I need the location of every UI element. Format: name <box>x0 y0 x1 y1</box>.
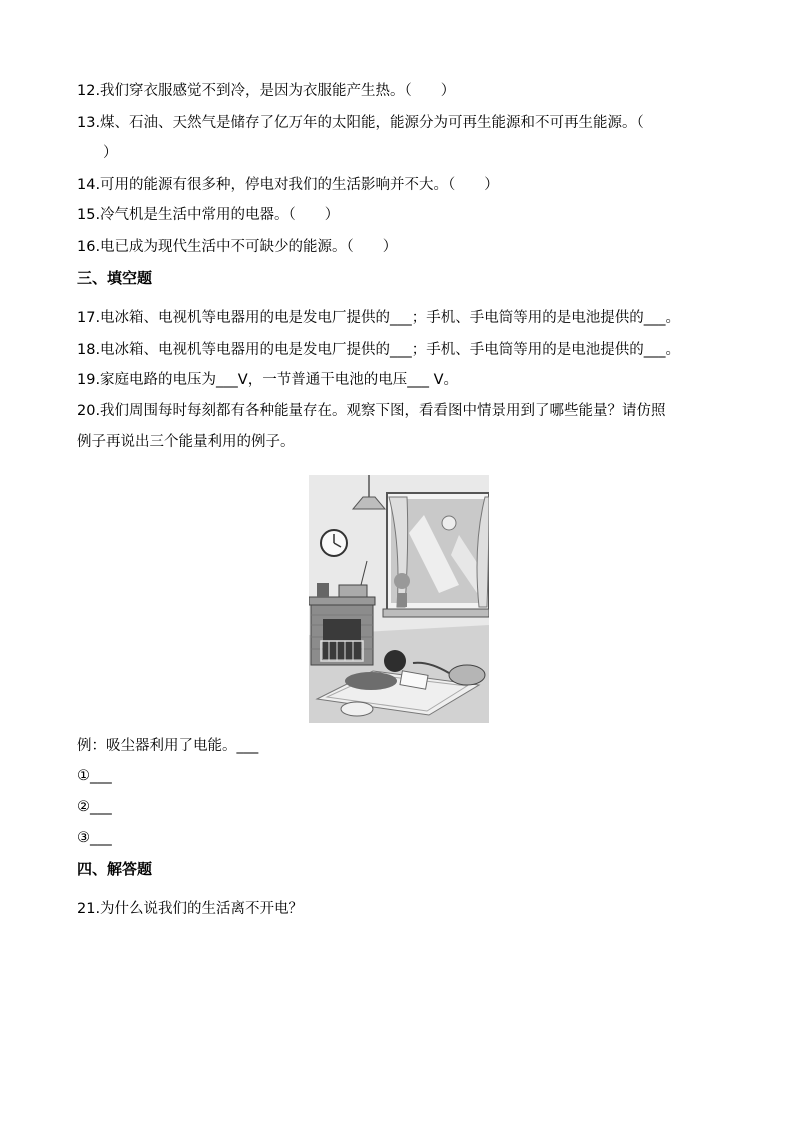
question-20-answer-2: ②___ <box>77 799 112 815</box>
question-20-line-1: 20.我们周围每时每刻都有各种能量存在。观察下图，看看图中情景用到了哪些能量？请仿照 <box>77 403 666 419</box>
question-16: 16.电已成为现代生活中不可缺少的能源。（ ） <box>77 239 398 255</box>
question-17: 17.电冰箱、电视机等电器用的电是发电厂提供的___；手机、手电筒等用的是电池提供的___。 <box>77 310 681 326</box>
question-18: 18.电冰箱、电视机等电器用的电是发电厂提供的___；手机、手电筒等用的是电池提供的___。 <box>77 342 681 358</box>
question-12: 12.我们穿衣服感觉不到冷，是因为衣服能产生热。（ ） <box>77 83 456 99</box>
question-20-answer-1: ①___ <box>77 768 112 784</box>
question-13-line-2: ） <box>103 145 118 161</box>
question-21: 21.为什么说我们的生活离不开电？ <box>77 901 304 917</box>
question-14: 14.可用的能源有很多种，停电对我们的生活影响并不大。（ ） <box>77 177 499 193</box>
section-heading-short-answer: 四、解答题 <box>77 860 153 878</box>
section-heading-fill-in: 三、填空题 <box>77 269 153 287</box>
question-19: 19.家庭电路的电压为___V，一节普通干电池的电压___ V。 <box>77 372 459 388</box>
question-13-line-1: 13.煤、石油、天然气是储存了亿万年的太阳能，能源分为可再生能源和不可再生能源。（ <box>77 115 644 131</box>
question-20-answer-3: ③___ <box>77 830 112 846</box>
question-20-example: 例：吸尘器利用了电能。___ <box>77 738 259 754</box>
living-room-illustration <box>309 475 489 723</box>
question-20-line-2: 例子再说出三个能量利用的例子。 <box>77 434 295 450</box>
question-15: 15.冷气机是生活中常用的电器。（ ） <box>77 207 340 223</box>
